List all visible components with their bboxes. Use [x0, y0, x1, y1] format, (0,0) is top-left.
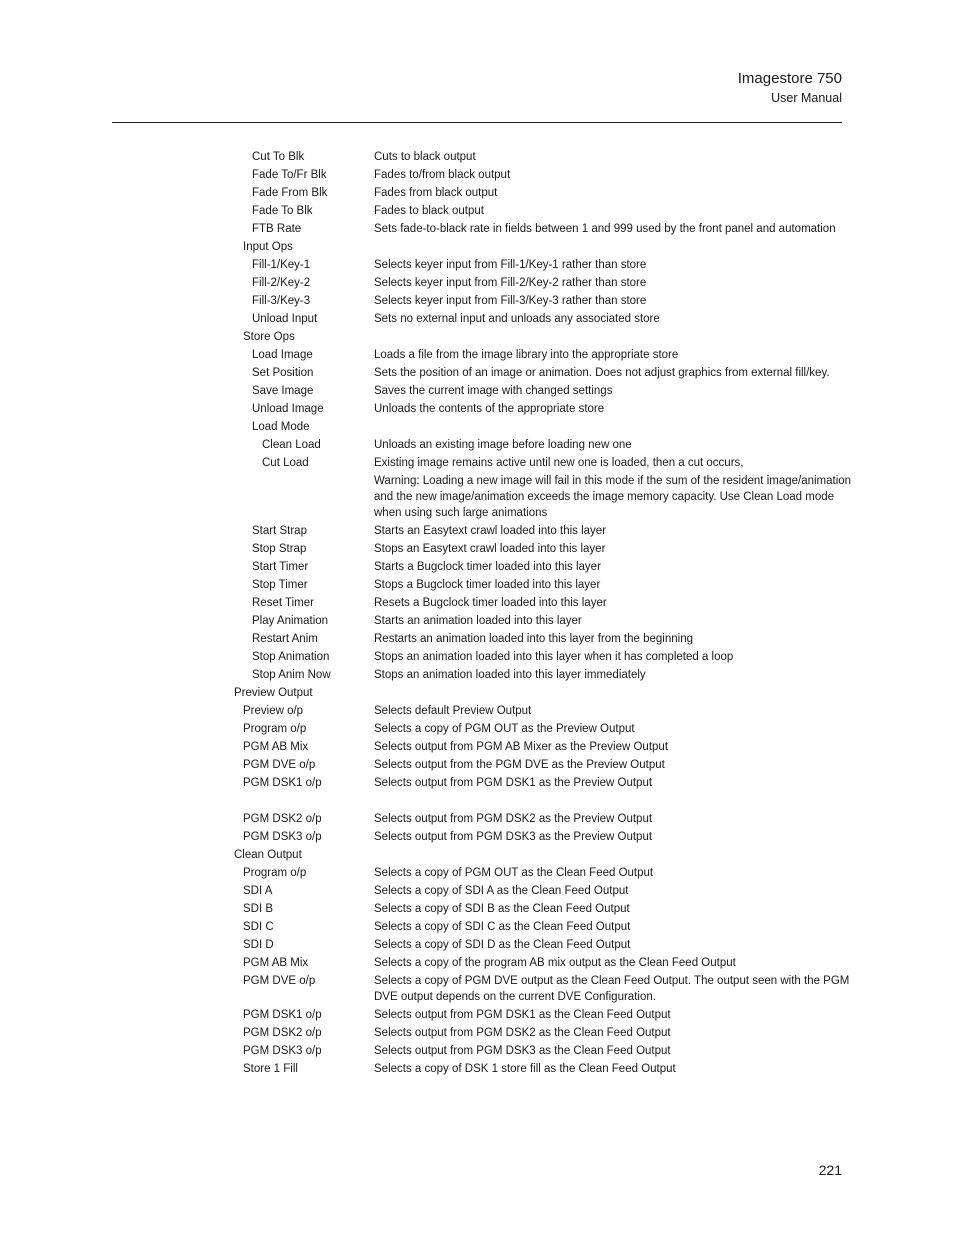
term-description [374, 827, 858, 845]
description-paragraph: Sets the position of an image or animation. Does not adjust graphics from external fill/key. [374, 367, 830, 379]
definition-row [0, 971, 954, 1005]
term-label: SDI C [243, 921, 274, 933]
description-paragraph: Loads a file from the image library into the appropriate store [374, 349, 679, 361]
definition-row [0, 593, 954, 611]
term-label: Reset Timer [252, 597, 314, 609]
term-label: Restart Anim [252, 633, 318, 645]
term-label: Cut Load [262, 457, 309, 469]
term-description [374, 881, 858, 899]
term-label: Set Position [252, 367, 314, 379]
term-description [374, 683, 858, 701]
description-paragraph: Selects a copy of SDI C as the Clean Feed Output [374, 921, 631, 933]
term-label: Stop Timer [252, 579, 308, 591]
description-paragraph: Stops a Bugclock timer loaded into this layer [374, 579, 601, 591]
term-description [374, 593, 858, 611]
term-description [374, 453, 858, 521]
term-label: Stop Anim Now [252, 669, 331, 681]
term-label: Store Ops [243, 331, 295, 343]
description-paragraph: Selects a copy of PGM DVE output as the Clean Feed Output. The output seen with the PGM DVE output depends on the current DVE Configuration. [374, 975, 850, 1003]
term-description [374, 719, 858, 737]
document-subtitle: User Manual [771, 91, 842, 105]
term-label: Fill-2/Key-2 [252, 277, 311, 289]
description-paragraph: Stops an Easytext crawl loaded into this layer [374, 543, 606, 555]
definition-row [0, 165, 954, 183]
description-paragraph: Stops an animation loaded into this layer when it has completed a loop [374, 651, 734, 663]
definition-row [0, 773, 954, 791]
term-label: FTB Rate [252, 223, 302, 235]
description-paragraph: Selects keyer input from Fill-1/Key-1 rather than store [374, 259, 647, 271]
definition-row [0, 575, 954, 593]
term-description [374, 539, 858, 557]
term-description [374, 273, 858, 291]
term-label: Fade To/Fr Blk [252, 169, 327, 181]
term-description [374, 255, 858, 273]
definition-row [0, 755, 954, 773]
description-paragraph: Unloads the contents of the appropriate store [374, 403, 605, 415]
term-label: Play Animation [252, 615, 329, 627]
description-paragraph: Selects keyer input from Fill-2/Key-2 rather than store [374, 277, 647, 289]
term-label: Stop Strap [252, 543, 307, 555]
definition-row [0, 1005, 954, 1023]
description-paragraph: Fades from black output [374, 187, 498, 199]
description-paragraph: Restarts an animation loaded into this layer from the beginning [374, 633, 693, 645]
description-paragraph: Starts a Bugclock timer loaded into this layer [374, 561, 601, 573]
term-label: Clean Load [262, 439, 321, 451]
definition-row [0, 417, 954, 435]
term-description [374, 237, 858, 255]
description-paragraph: Selects a copy of DSK 1 store fill as the Clean Feed Output [374, 1063, 676, 1075]
term-label: PGM DSK3 o/p [243, 1045, 322, 1057]
term-label: Load Mode [252, 421, 310, 433]
term-description [374, 935, 858, 953]
term-label: PGM DSK1 o/p [243, 777, 322, 789]
description-paragraph: Selects a copy of SDI D as the Clean Feed Output [374, 939, 631, 951]
definition-row [0, 1041, 954, 1059]
description-paragraph: Selects a copy of PGM OUT as the Clean Feed Output [374, 867, 654, 879]
definition-row [0, 255, 954, 273]
term-description [374, 1005, 858, 1023]
definition-row [0, 327, 954, 345]
description-paragraph: Selects a copy of SDI A as the Clean Feed Output [374, 885, 629, 897]
term-label: PGM AB Mix [243, 957, 309, 969]
term-label: PGM DVE o/p [243, 975, 316, 987]
term-label: Unload Input [252, 313, 318, 325]
term-description [374, 327, 858, 345]
term-label: Load Image [252, 349, 313, 361]
term-description [374, 201, 858, 219]
term-label: PGM DSK2 o/p [243, 1027, 322, 1039]
term-description [374, 953, 858, 971]
definition-row [0, 453, 954, 521]
term-label: PGM DSK3 o/p [243, 831, 322, 843]
description-paragraph: Unloads an existing image before loading new one [374, 439, 632, 451]
definition-row [0, 665, 954, 683]
term-description [374, 381, 858, 399]
term-description [374, 971, 858, 1005]
description-paragraph: Selects output from PGM AB Mixer as the Preview Output [374, 741, 669, 753]
definition-row [0, 147, 954, 165]
definition-row [0, 273, 954, 291]
definition-row [0, 809, 954, 827]
term-label: Start Timer [252, 561, 309, 573]
definition-row [0, 827, 954, 845]
definition-row [0, 935, 954, 953]
definition-row [0, 183, 954, 201]
description-paragraph: Cuts to black output [374, 151, 476, 163]
term-label: Fill-1/Key-1 [252, 259, 311, 271]
page-number: 221 [818, 1162, 842, 1178]
term-label: PGM DVE o/p [243, 759, 316, 771]
description-paragraph: Selects output from PGM DSK3 as the Clean Feed Output [374, 1045, 671, 1057]
term-description [374, 363, 858, 381]
term-description [374, 755, 858, 773]
description-paragraph: Resets a Bugclock timer loaded into this layer [374, 597, 607, 609]
term-label: PGM DSK2 o/p [243, 813, 322, 825]
term-description [374, 791, 858, 809]
definition-row [0, 291, 954, 309]
term-label: SDI D [243, 939, 274, 951]
term-description [374, 183, 858, 201]
description-paragraph: Selects a copy of the program AB mix output as the Clean Feed Output [374, 957, 736, 969]
term-description [374, 611, 858, 629]
term-description [374, 575, 858, 593]
definition-row [0, 363, 954, 381]
definition-row [0, 399, 954, 417]
term-description [374, 647, 858, 665]
definition-row [0, 381, 954, 399]
term-label: Cut To Blk [252, 151, 305, 163]
term-description [374, 219, 858, 237]
term-description [374, 917, 858, 935]
definition-row [0, 219, 954, 237]
term-description [374, 557, 858, 575]
term-description [374, 1059, 858, 1077]
term-label: Store 1 Fill [243, 1063, 298, 1075]
definition-row [0, 683, 954, 701]
term-label: PGM DSK1 o/p [243, 1009, 322, 1021]
description-paragraph: Selects output from PGM DSK3 as the Preview Output [374, 831, 653, 843]
definition-list [0, 147, 954, 1077]
definition-row [0, 521, 954, 539]
term-label: Program o/p [243, 867, 307, 879]
description-paragraph: Selects default Preview Output [374, 705, 532, 717]
definition-row [0, 701, 954, 719]
term-label: SDI B [243, 903, 274, 915]
definition-row [0, 237, 954, 255]
description-paragraph: Selects output from PGM DSK2 as the Preview Output [374, 813, 653, 825]
term-description [374, 309, 858, 327]
term-description [374, 737, 858, 755]
definition-row [0, 917, 954, 935]
description-paragraph: Starts an animation loaded into this layer [374, 615, 582, 627]
definition-row [0, 1059, 954, 1077]
term-description [374, 863, 858, 881]
description-paragraph: Sets fade-to-black rate in fields between 1 and 999 used by the front panel and automation [374, 223, 836, 235]
term-label: Fade To Blk [252, 205, 313, 217]
term-description [374, 147, 858, 165]
term-label: Unload Image [252, 403, 324, 415]
header-rule [112, 122, 842, 123]
term-label: Fill-3/Key-3 [252, 295, 311, 307]
term-label: Start Strap [252, 525, 307, 537]
term-description [374, 899, 858, 917]
term-label: Preview o/p [243, 705, 304, 717]
description-paragraph: Starts an Easytext crawl loaded into this layer [374, 525, 607, 537]
description-paragraph: Selects output from PGM DSK1 as the Clean Feed Output [374, 1009, 671, 1021]
term-description [374, 521, 858, 539]
term-description [374, 165, 858, 183]
definition-row [0, 435, 954, 453]
term-description [374, 291, 858, 309]
definition-row [0, 719, 954, 737]
term-description [374, 345, 858, 363]
document-title: Imagestore 750 [737, 70, 842, 87]
term-label: Preview Output [234, 687, 313, 699]
description-paragraph: Fades to/from black output [374, 169, 511, 181]
definition-row [0, 1023, 954, 1041]
description-paragraph: Warning: Loading a new image will fail in this mode if the sum of the resident image/animation and the new image/animation exceeds the image memory capacity. Use Clean Load mode when using such large animations [374, 475, 852, 519]
definition-row [0, 863, 954, 881]
definition-row [0, 881, 954, 899]
description-paragraph: Existing image remains active until new one is loaded, then a cut occurs, [374, 457, 744, 469]
term-label: Save Image [252, 385, 314, 397]
term-label: Clean Output [234, 849, 302, 861]
definition-row [0, 953, 954, 971]
term-description [374, 845, 858, 863]
description-paragraph: Selects a copy of PGM OUT as the Preview Output [374, 723, 635, 735]
definition-row [0, 647, 954, 665]
term-description [374, 809, 858, 827]
term-description [374, 701, 858, 719]
term-description [374, 435, 858, 453]
term-label: Program o/p [243, 723, 307, 735]
definition-row [0, 737, 954, 755]
description-paragraph: Fades to black output [374, 205, 484, 217]
description-paragraph: Saves the current image with changed settings [374, 385, 613, 397]
term-description [374, 1023, 858, 1041]
term-label: Stop Animation [252, 651, 330, 663]
definition-row [0, 629, 954, 647]
term-description [374, 629, 858, 647]
description-paragraph: Selects output from PGM DSK2 as the Clean Feed Output [374, 1027, 671, 1039]
term-description [374, 665, 858, 683]
term-label: Input Ops [243, 241, 293, 253]
description-paragraph: Stops an animation loaded into this layer immediately [374, 669, 646, 681]
term-label: Fade From Blk [252, 187, 328, 199]
term-description [374, 773, 858, 791]
term-label: SDI A [243, 885, 273, 897]
definition-row [0, 309, 954, 327]
term-description [374, 1041, 858, 1059]
definition-row [0, 539, 954, 557]
definition-row [0, 845, 954, 863]
definition-row [0, 345, 954, 363]
description-paragraph: Selects keyer input from Fill-3/Key-3 rather than store [374, 295, 647, 307]
description-paragraph: Sets no external input and unloads any associated store [374, 313, 660, 325]
term-label: PGM AB Mix [243, 741, 309, 753]
definition-row [0, 201, 954, 219]
description-paragraph: Selects a copy of SDI B as the Clean Feed Output [374, 903, 630, 915]
definition-row [0, 611, 954, 629]
definition-row [0, 791, 954, 809]
term-description [374, 417, 858, 435]
description-paragraph: Selects output from the PGM DVE as the Preview Output [374, 759, 665, 771]
definition-row [0, 899, 954, 917]
term-description [374, 399, 858, 417]
description-paragraph: Selects output from PGM DSK1 as the Preview Output [374, 777, 653, 789]
definition-row [0, 557, 954, 575]
